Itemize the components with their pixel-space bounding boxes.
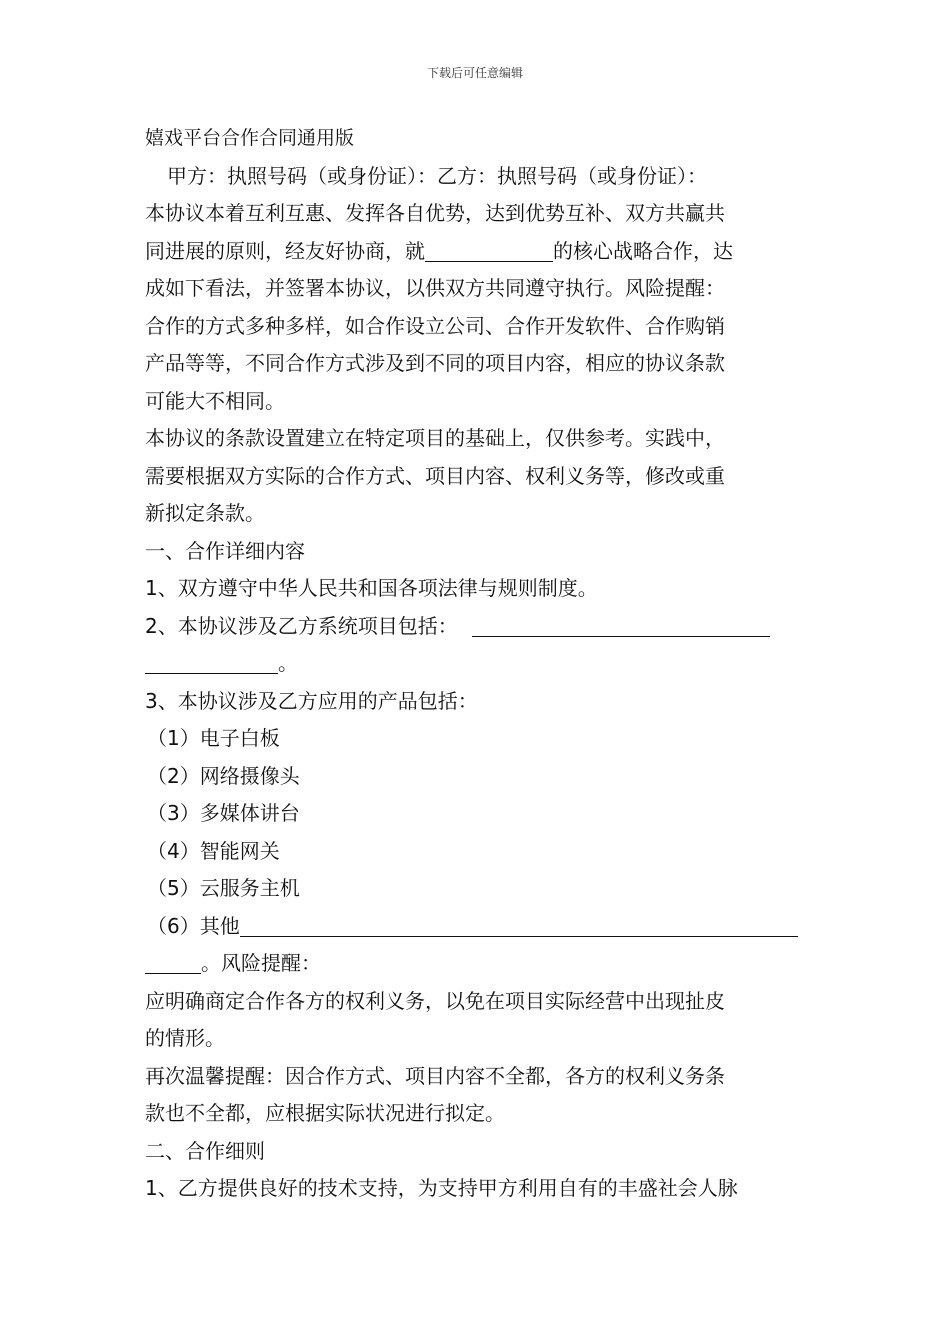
clause-text: 。风险提醒： [201,951,321,975]
paragraph-line: 可能大不相同。 [145,388,285,413]
paragraph-line: 再次温馨提醒：因合作方式、项目内容不全都，各方的权利义务条 [145,1063,725,1088]
document-body [145,120,810,1208]
clause-text: 。 [278,651,298,675]
paragraph-line: 新拟定条款。 [145,501,265,525]
page-header: 下载后可任意编辑 [426,66,523,80]
product-item: （3）多媒体讲台 [147,801,300,825]
product-item: （4）智能网关 [147,838,280,863]
parties-line: 甲方：执照号码（或身份证）：乙方：执照号码（或身份证）： [167,163,707,188]
clause-item: 1、双方遵守中华人民共和国各项法律与规则制度。 [145,576,598,600]
paragraph-line [145,233,810,271]
paragraph-line: 本协议本着互利互惠、发挥各自优势，达到优势互补、双方共赢共 [145,201,725,225]
clause-continuation [145,645,810,683]
clause-item: 1、乙方提供良好的技术支持，为支持甲方利用自有的丰盛社会人脉 [145,1176,738,1200]
paragraph-line: 需要根据双方实际的合作方式、项目内容、权利义务等，修改或重 [145,463,725,488]
fill-in-blank[interactable] [240,912,798,937]
paragraph-line: 成如下看法，并签署本协议，以供双方共同遵守执行。风险提醒： [145,276,725,300]
paragraph-line: 产品等等，不同合作方式涉及到不同的项目内容，相应的协议条款 [145,351,725,375]
document-title: 嬉戏平台合作合同通用版 [145,127,355,149]
product-item: （5）云服务主机 [147,876,300,900]
product-item: （2）网络摄像头 [147,763,300,788]
paragraph-line: 本协议的条款设置建立在特定项目的基础上，仅供参考。实践中， [145,426,725,450]
paragraph-line: 款也不全都，应根据实际状况进行拟定。 [145,1101,505,1125]
paragraph-line: 应明确商定合作各方的权利义务，以免在项目实际经营中出现扯皮 [145,988,725,1013]
paragraph-line: 的情形。 [145,1026,225,1050]
product-item [145,908,810,946]
clause-item: 3、本协议涉及乙方应用的产品包括： [145,688,478,713]
product-text: （6）其他 [147,913,240,938]
fill-in-blank[interactable] [145,649,278,674]
fill-in-blank[interactable] [145,949,201,974]
product-item: （1）电子白板 [147,726,280,750]
paragraph-line: 合作的方式多种多样，如合作设立公司、合作开发软件、合作购销 [145,313,725,338]
paragraph-text: 的核心战略合作，达 [553,238,733,263]
fill-in-blank[interactable] [472,612,770,637]
clause-continuation [145,945,810,983]
section-heading: 一、合作详细内容 [145,538,305,563]
clause-item [145,608,810,646]
paragraph-text: 同进展的原则，经友好协商，就 [145,238,425,263]
fill-in-blank[interactable] [425,237,553,262]
section-heading: 二、合作细则 [145,1138,265,1163]
clause-text: 2、本协议涉及乙方系统项目包括： [145,613,458,638]
